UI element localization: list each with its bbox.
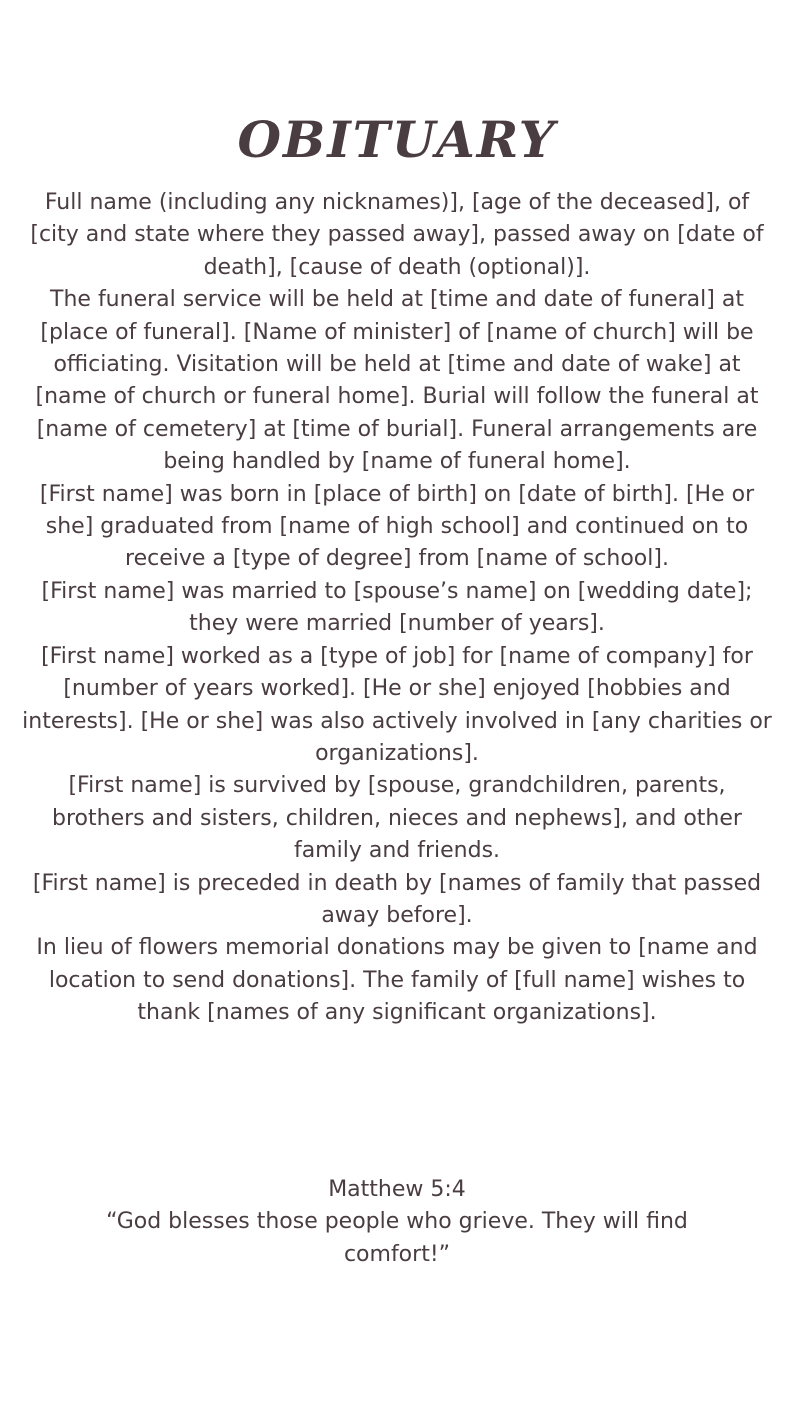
paragraph-donations: In lieu of flowers memorial donations may be given to [name and location to send donations]. The family of [full name] wishes to thank [names of any significant organizations].	[36, 935, 758, 1026]
verse-quote-text: “God blesses those people who grieve. They will find comfort!”	[106, 1209, 688, 1267]
obituary-body	[22, 187, 772, 1030]
paragraph-birth-education: [First name] was born in [place of birth] on [date of birth]. [He or she] graduated from [name of high school] and continued on to receive a [type of degree] from [name of school].	[39, 481, 755, 572]
verse-reference: Matthew 5:4	[328, 1177, 466, 1202]
paragraph-career-interests: [First name] worked as a [type of job] for [name of company] for [number of years worked]. [He or she] enjoyed [hobbies and interests]. [He or she] was also actively involved in [any charities or organizations].	[22, 643, 772, 766]
paragraph-survived-by: [First name] is survived by [spouse, grandchildren, parents, brothers and sisters, children, nieces and nephews], and other family and friends.	[52, 773, 742, 864]
verse-quote	[60, 1206, 734, 1271]
paragraph-marriage: [First name] was married to [spouse’s name] on [wedding date]; they were married [number of years].	[41, 578, 753, 637]
paragraph-funeral-service: The funeral service will be held at [time and date of funeral] at [place of funeral]. [Name of minister] of [name of church] will be officiating. Visitation will be held at [time and date of wake] at [name of church or funeral home]. Burial will follow the funeral at [name of cemetery] at [time of burial]. Funeral arrangements are being handled by [name of funeral home].	[35, 287, 759, 475]
scripture-verse	[60, 1174, 734, 1271]
page-title: OBITUARY	[237, 110, 557, 169]
paragraph-death-notice: Full name (including any nicknames)], [age of the deceased], of [city and state where they passed away], passed away on [date of death], [cause of death (optional)].	[30, 190, 764, 280]
paragraph-preceded-by: [First name] is preceded in death by [names of family that passed away before].	[32, 870, 762, 928]
